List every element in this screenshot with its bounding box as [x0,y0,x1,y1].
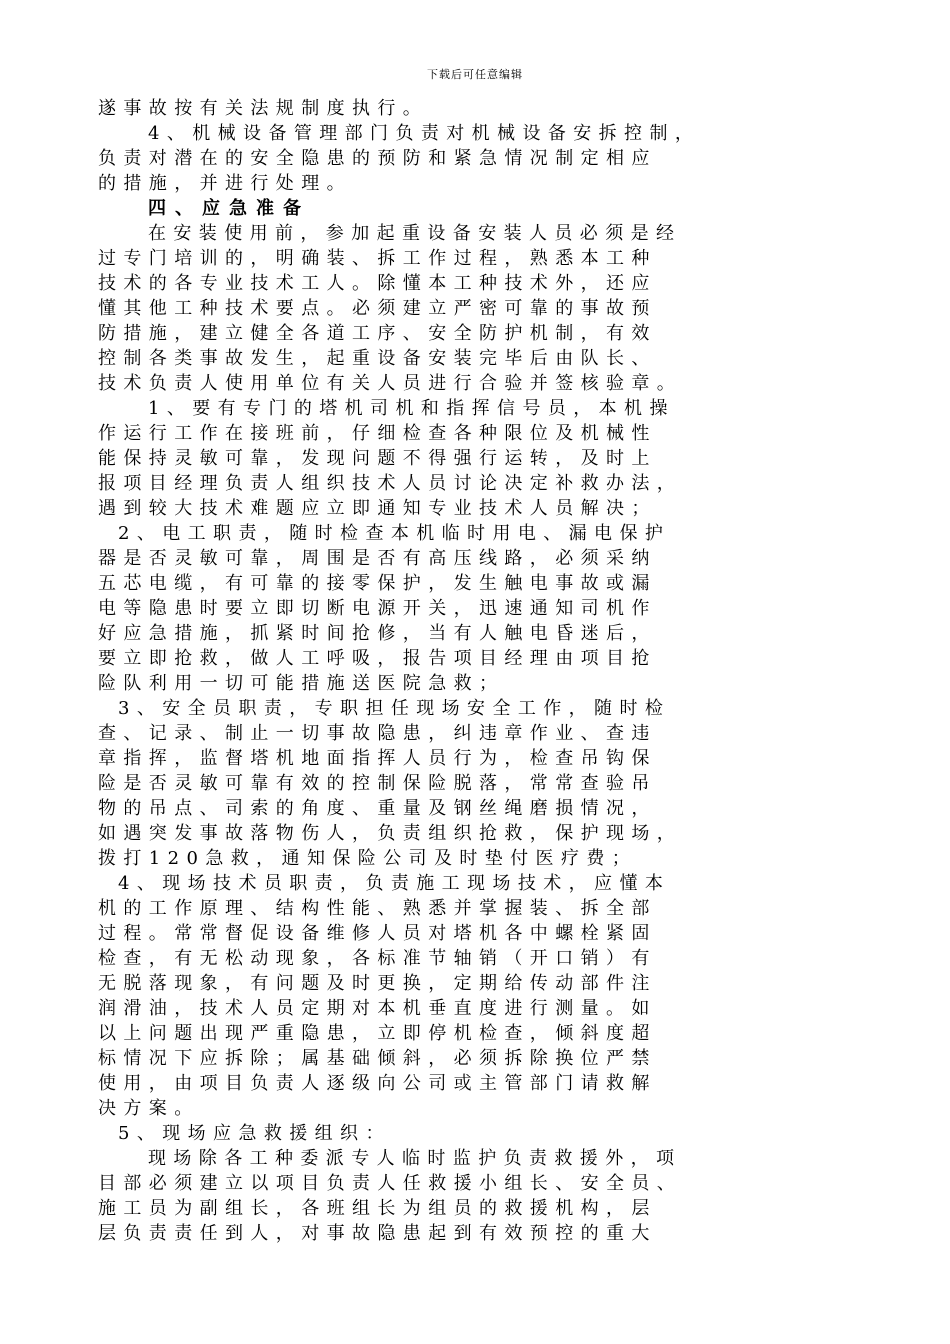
text-line: 如遇突发事故落物伤人，负责组织抢救，保护现场， [98,823,683,844]
text-line: 五芯电缆，有可靠的接零保护，发生触电事故或漏 [98,573,657,594]
text-line: 遂事故按有关法规制度执行。 [98,98,429,119]
text-line: 的措施，并进行处理。 [98,173,352,194]
text-line: 5、现场应急救援组织： [118,1123,391,1144]
text-line: 作运行工作在接班前，仔细检查各种限位及机械性 [98,423,657,444]
text-line: 遇到较大技术难题应立即通知专业技术人员解决； [98,498,657,519]
text-line: 技术的各专业技术工人。除懂本工种技术外，还应 [98,273,657,294]
text-line: 1、要有专门的塔机司机和指挥信号员，本机操 [148,398,675,419]
text-line: 无脱落现象，有问题及时更换，定期给传动部件注 [98,973,657,994]
text-line: 标情况下应拆除；属基础倾斜，必须拆除换位严禁 [98,1048,657,1069]
section-heading: 四、应急准备 [148,198,310,219]
text-line: 使用，由项目负责人逐级向公司或主管部门请救解 [98,1073,657,1094]
text-line: 过程。常常督促设备维修人员对塔机各中螺栓紧固 [98,923,657,944]
text-line: 拨打120急救，通知保险公司及时垫付医疗费； [98,848,638,869]
text-line: 技术负责人使用单位有关人员进行合验并签核验章。 [98,373,683,394]
text-line: 险是否灵敏可靠有效的控制保险脱落，常常查验吊 [98,773,657,794]
text-line: 2、电工职责，随时检查本机临时用电、漏电保护 [118,523,671,544]
page-header: 下载后可任意编辑 [427,68,523,81]
text-line: 机的工作原理、结构性能、熟悉并掌握装、拆全部 [98,898,657,919]
text-line: 物的吊点、司索的角度、重量及钢丝绳磨损情况， [98,798,657,819]
text-line: 过专门培训的，明确装、拆工作过程，熟悉本工种 [98,248,657,269]
text-line: 在安装使用前，参加起重设备安装人员必须是经 [148,223,682,244]
text-line: 4、现场技术员职责，负责施工现场技术，应懂本 [118,873,671,894]
text-line: 要立即抢救，做人工呼吸，报告项目经理由项目抢 [98,648,657,669]
text-line: 控制各类事故发生，起重设备安装完毕后由队长、 [98,348,657,369]
text-line: 懂其他工种技术要点。必须建立严密可靠的事故预 [98,298,657,319]
text-line: 报项目经理负责人组织技术人员讨论决定补救办法， [98,473,683,494]
text-line: 查、记录、制止一切事故隐患，纠违章作业、查违 [98,723,657,744]
text-line: 4、机械设备管理部门负责对机械设备安拆控制， [148,123,701,144]
text-line: 层负责责任到人，对事故隐患起到有效预控的重大 [98,1223,657,1244]
text-line: 决方案。 [98,1098,200,1119]
document-body [98,96,868,1246]
text-line: 险队利用一切可能措施送医院急救； [98,673,505,694]
text-line: 好应急措施，抓紧时间抢修，当有人触电昏迷后， [98,623,657,644]
text-line: 以上问题出现严重隐患，立即停机检查，倾斜度超 [98,1023,657,1044]
text-line: 3、安全员职责，专职担任现场安全工作，随时检 [118,698,671,719]
text-line: 施工员为副组长，各班组长为组员的救援机构，层 [98,1198,657,1219]
text-line: 润滑油，技术人员定期对本机垂直度进行测量。如 [98,998,657,1019]
text-line: 章指挥，监督塔机地面指挥人员行为，检查吊钩保 [98,748,657,769]
text-line: 能保持灵敏可靠，发现问题不得强行运转，及时上 [98,448,657,469]
text-line: 检查，有无松动现象，各标准节轴销（开口销）有 [98,948,657,969]
text-line: 防措施，建立健全各道工序、安全防护机制，有效 [98,323,657,344]
text-line: 器是否灵敏可靠，周围是否有高压线路，必须采纳 [98,548,657,569]
text-line: 目部必须建立以项目负责人任救援小组长、安全员、 [98,1173,683,1194]
text-line: 现场除各工种委派专人临时监护负责救援外，项 [148,1148,682,1169]
text-line: 负责对潜在的安全隐患的预防和紧急情况制定相应 [98,148,657,169]
text-line: 电等隐患时要立即切断电源开关，迅速通知司机作 [98,598,657,619]
